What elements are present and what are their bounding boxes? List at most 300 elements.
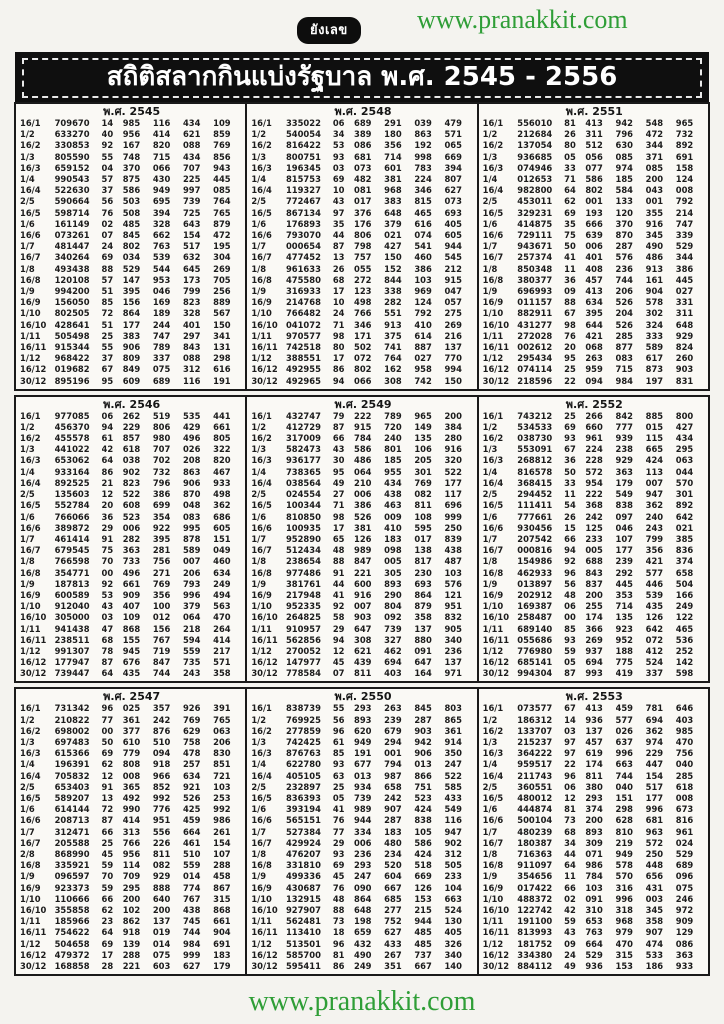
three-digit-2: 267 (384, 949, 402, 960)
three-digit-4: 689 (675, 860, 694, 871)
draw-date: 2/5 (482, 781, 498, 792)
draw-date: 1/7 (482, 241, 498, 252)
three-digit-3: 362 (645, 500, 664, 511)
three-digit-2: 075 (152, 949, 171, 960)
last-two-digits: 51 (101, 319, 114, 330)
three-digit-4: 820 (213, 455, 231, 466)
three-digit-2: 075 (152, 364, 171, 375)
result-row (20, 433, 243, 444)
three-digit-1: 177 (122, 319, 141, 330)
draw-date: 1/6 (482, 511, 498, 522)
three-digit-2: 277 (384, 905, 402, 915)
three-digit-3: 947 (645, 489, 664, 500)
draw-date: 30/12 (20, 375, 47, 386)
last-two-digits: 57 (101, 274, 114, 285)
three-digit-1: 660 (585, 421, 603, 432)
three-digit-4: 585 (444, 781, 462, 792)
result-row (483, 860, 706, 871)
three-digit-2: 796 (615, 129, 633, 140)
three-digit-2: 953 (152, 274, 171, 285)
three-digit-3: 001 (645, 196, 664, 207)
last-two-digits: 02 (564, 893, 576, 904)
three-digit-1: 233 (585, 533, 603, 544)
result-row (20, 871, 243, 882)
last-two-digits: 56 (101, 196, 114, 207)
three-digit-1: 224 (585, 444, 603, 455)
three-digit-1: 709 (122, 871, 141, 882)
last-two-digits: 76 (332, 882, 345, 893)
three-digit-4: 304 (213, 252, 231, 263)
result-row (251, 545, 474, 556)
result-row (483, 297, 706, 308)
draw-date: 16/9 (251, 589, 272, 600)
three-digit-4: 206 (213, 736, 231, 747)
draw-date: 16/12 (20, 364, 47, 375)
three-digit-3: 250 (645, 848, 664, 859)
three-digit-1: 906 (122, 342, 141, 353)
three-digit-4: 663 (444, 893, 462, 904)
three-digit-3: 088 (182, 140, 201, 151)
three-digit-2: 577 (615, 714, 633, 725)
three-digit-3: 815 (414, 196, 432, 207)
three-digit-2: 263 (384, 703, 402, 714)
result-row (251, 827, 474, 838)
first-prize: 110666 (54, 893, 90, 904)
result-row (20, 129, 243, 140)
draw-date: 16/10 (20, 905, 47, 915)
result-row (483, 782, 706, 793)
draw-date: 16/9 (251, 882, 272, 893)
draw-date: 16/11 (20, 927, 47, 938)
three-digit-2: 640 (152, 893, 171, 904)
three-digit-4: 151 (213, 533, 231, 544)
result-row (20, 771, 243, 782)
three-digit-2: 328 (152, 218, 171, 229)
last-two-digits: 11 (564, 871, 576, 882)
three-digit-2: 628 (615, 815, 633, 826)
three-digit-4: 247 (444, 759, 462, 770)
three-digit-2: 992 (152, 792, 171, 803)
year-label: พ.ศ. 2550 (334, 690, 392, 704)
draw-date: 1/10 (482, 601, 504, 612)
three-digit-3: 707 (182, 162, 201, 173)
draw-date: 16/12 (20, 949, 47, 960)
last-two-digits: 37 (101, 353, 114, 364)
three-digit-3: 287 (414, 714, 432, 725)
three-digit-2: 470 (615, 938, 633, 949)
three-digit-4: 859 (213, 129, 231, 140)
first-prize: 111411 (517, 500, 553, 511)
first-prize: 305000 (54, 612, 90, 623)
three-digit-2: 752 (384, 916, 402, 927)
three-digit-2: 578 (615, 860, 633, 871)
three-digit-2: 120 (615, 207, 633, 218)
three-digit-3: 629 (182, 725, 201, 736)
draw-date: 16/1 (482, 410, 504, 421)
three-digit-3: 799 (645, 533, 664, 544)
three-digit-4: 865 (444, 714, 462, 725)
three-digit-2: 949 (615, 848, 633, 859)
draw-date: 16/5 (482, 500, 504, 511)
three-digit-3: 082 (414, 489, 432, 500)
first-prize: 633270 (54, 129, 90, 140)
three-digit-4: 605 (444, 230, 462, 241)
first-prize: 444874 (517, 804, 553, 815)
three-digit-4: 104 (444, 882, 462, 893)
result-row (251, 208, 474, 219)
three-digit-2: 570 (615, 871, 633, 882)
three-digit-2: 662 (152, 230, 171, 241)
first-prize: 277859 (285, 725, 321, 736)
three-digit-2: 386 (152, 489, 171, 500)
last-two-digits: 05 (564, 151, 576, 162)
last-two-digits: 97 (332, 207, 345, 218)
three-digit-3: 742 (414, 375, 432, 386)
result-row (483, 635, 706, 646)
three-digit-1: 334 (354, 826, 372, 837)
three-digit-4: 470 (675, 736, 694, 747)
three-digit-2: 775 (615, 657, 633, 668)
three-digit-1: 200 (585, 815, 603, 826)
three-digit-3: 446 (645, 578, 664, 589)
result-row (20, 489, 243, 500)
result-row (251, 748, 474, 759)
three-digit-3: 017 (414, 533, 432, 544)
three-digit-2: 189 (152, 308, 171, 319)
result-row (483, 545, 706, 556)
last-two-digits: 78 (101, 645, 114, 656)
last-two-digits: 37 (101, 185, 114, 196)
three-digit-1: 529 (585, 949, 603, 960)
result-row (20, 297, 243, 308)
three-digit-3: 085 (645, 162, 664, 173)
last-two-digits: 26 (564, 129, 576, 140)
three-digit-2: 162 (384, 364, 402, 375)
three-digit-1: 847 (354, 556, 372, 567)
first-prize: 479372 (54, 949, 90, 960)
three-digit-2: 414 (152, 129, 171, 140)
three-digit-2: 287 (384, 815, 402, 826)
three-digit-1: 959 (585, 364, 603, 375)
last-two-digits: 80 (332, 342, 345, 353)
last-two-digits: 55 (101, 151, 114, 162)
three-digit-1: 421 (585, 330, 603, 341)
three-digit-3: 913 (645, 263, 664, 274)
three-digit-3: 963 (645, 826, 664, 837)
result-row (20, 927, 243, 938)
three-digit-4: 605 (213, 522, 231, 533)
three-digit-3: 634 (182, 770, 201, 781)
three-digit-2: 381 (384, 174, 402, 185)
result-row (20, 815, 243, 826)
first-prize: 456370 (54, 421, 90, 432)
first-prize: 214768 (285, 297, 321, 308)
three-digit-4: 903 (675, 364, 694, 375)
three-digit-4: 358 (213, 668, 231, 679)
three-digit-1: 620 (354, 725, 372, 736)
draw-date: 16/9 (482, 882, 504, 893)
draw-date: 16/8 (251, 274, 272, 285)
result-row (483, 624, 706, 635)
three-digit-1: 262 (122, 410, 141, 421)
result-row (483, 342, 706, 353)
last-two-digits: 85 (332, 748, 345, 759)
first-prize: 492965 (285, 375, 321, 386)
last-two-digits: 73 (332, 916, 345, 927)
three-digit-3: 434 (182, 118, 201, 128)
three-digit-3: 358 (414, 612, 432, 623)
three-digit-4: 301 (675, 489, 694, 500)
three-digit-4: 999 (444, 511, 462, 522)
first-prize: 527384 (285, 826, 321, 837)
three-digit-2: 918 (152, 759, 171, 770)
three-digit-2: 240 (384, 433, 402, 444)
three-digit-2: 308 (384, 375, 402, 386)
three-digit-2: 177 (615, 545, 633, 556)
last-two-digits: 25 (101, 330, 114, 341)
result-row (20, 849, 243, 860)
three-digit-3: 904 (645, 286, 664, 297)
three-digit-2: 137 (152, 916, 171, 927)
three-digit-3: 769 (182, 714, 201, 725)
three-digit-4: 691 (675, 151, 694, 162)
three-digit-3: 906 (414, 748, 432, 759)
draw-date: 1/6 (482, 218, 498, 229)
three-digit-1: 808 (122, 759, 141, 770)
three-digit-2: 327 (384, 634, 402, 645)
last-two-digits: 05 (332, 792, 345, 803)
draw-date: 16/8 (251, 860, 272, 871)
draw-date: 1/2 (482, 421, 498, 432)
last-two-digits: 67 (564, 308, 576, 319)
first-prize: 968422 (54, 353, 90, 364)
three-digit-3: 205 (414, 455, 432, 466)
year-block (245, 689, 476, 974)
result-row (251, 668, 474, 679)
last-two-digits: 92 (332, 601, 345, 612)
three-digit-3: 669 (414, 871, 432, 882)
three-digit-3: 200 (645, 174, 664, 185)
result-row (251, 331, 474, 342)
draw-date: 16/6 (20, 230, 41, 241)
three-digit-2: 356 (384, 140, 402, 151)
last-two-digits: 73 (564, 815, 576, 826)
first-prize: 480012 (517, 792, 553, 803)
three-digit-3: 903 (414, 725, 432, 736)
result-row (20, 703, 243, 714)
three-digit-3: 230 (414, 567, 432, 578)
three-digit-3: 026 (182, 444, 201, 455)
draw-date: 16/12 (251, 657, 278, 668)
year-block (477, 104, 708, 389)
draw-date: 16/1 (20, 118, 41, 128)
three-digit-2: 763 (152, 241, 171, 252)
three-digit-4: 902 (444, 837, 462, 848)
result-row (483, 556, 706, 567)
three-digit-3: 616 (414, 218, 432, 229)
three-digit-3: 577 (645, 567, 664, 578)
three-digit-1: 361 (122, 714, 141, 725)
first-prize: 412729 (285, 421, 321, 432)
result-row (483, 444, 706, 455)
three-digit-1: 956 (122, 129, 141, 140)
three-digit-3: 533 (645, 949, 664, 960)
three-digit-1: 862 (122, 916, 141, 927)
draw-date: 1/11 (251, 623, 272, 634)
three-digit-2: 844 (384, 274, 402, 285)
last-two-digits: 97 (564, 736, 576, 747)
first-prize: 959517 (517, 759, 553, 770)
three-digit-4: 103 (444, 567, 462, 578)
first-prize: 210822 (54, 714, 90, 725)
result-row (251, 556, 474, 567)
three-digit-3: 926 (182, 703, 201, 714)
first-prize: 927907 (285, 905, 321, 915)
three-digit-2: 430 (152, 174, 171, 185)
three-digit-1: 272 (354, 274, 372, 285)
three-digit-4: 529 (675, 241, 694, 252)
three-digit-3: 863 (414, 129, 432, 140)
draw-date: 2/5 (251, 489, 267, 500)
three-digit-2: 810 (615, 826, 633, 837)
draw-date: 16/1 (20, 410, 41, 421)
draw-date: 1/6 (251, 511, 267, 522)
three-digit-2: 968 (384, 185, 402, 196)
first-prize: 000816 (517, 545, 553, 556)
last-two-digits: 96 (564, 770, 576, 781)
three-digit-2: 519 (152, 410, 171, 421)
three-digit-2: 315 (615, 949, 633, 960)
three-digit-3: 792 (414, 308, 432, 319)
three-digit-3: 739 (182, 196, 201, 207)
last-two-digits: 91 (101, 533, 114, 544)
three-digit-1: 902 (122, 466, 141, 477)
three-digit-1: 072 (354, 353, 372, 364)
first-prize: 232897 (285, 781, 321, 792)
draw-date: 1/4 (482, 466, 498, 477)
draw-date: 30/12 (20, 668, 47, 679)
three-digit-1: 457 (585, 736, 603, 747)
first-prize: 772467 (285, 196, 321, 207)
three-digit-3: 229 (645, 748, 664, 759)
draw-date: 16/5 (482, 207, 504, 218)
draw-date: 1/9 (482, 578, 498, 589)
last-two-digits: 36 (101, 511, 114, 522)
last-two-digits: 69 (332, 860, 345, 871)
last-two-digits: 72 (101, 308, 114, 319)
draw-date: 16/11 (251, 927, 278, 938)
last-two-digits: 48 (564, 589, 576, 600)
three-digit-2: 689 (152, 375, 171, 386)
draw-date: 1/10 (251, 893, 272, 904)
three-digit-4: 063 (213, 725, 231, 736)
three-digit-3: 197 (645, 375, 664, 386)
first-prize: 778584 (285, 668, 321, 679)
last-two-digits: 29 (332, 623, 345, 634)
three-digit-1: 802 (122, 241, 141, 252)
first-prize: 161149 (54, 218, 90, 229)
three-digit-4: 403 (675, 714, 694, 725)
result-row (483, 827, 706, 838)
result-row (20, 782, 243, 793)
draw-date: 16/11 (251, 634, 278, 645)
three-digit-3: 510 (182, 848, 201, 859)
three-digit-2: 820 (152, 140, 171, 151)
last-two-digits: 17 (101, 949, 114, 960)
three-digit-4: 044 (675, 466, 694, 477)
result-row (20, 286, 243, 297)
last-two-digits: 69 (564, 421, 576, 432)
three-digit-1: 008 (122, 770, 141, 781)
year-block (245, 397, 476, 682)
last-two-digits: 66 (564, 533, 576, 544)
three-digit-3: 243 (645, 522, 664, 533)
three-digit-2: 098 (384, 545, 402, 556)
three-digit-1: 694 (585, 657, 603, 668)
last-two-digits: 17 (332, 286, 345, 297)
draw-date: 16/10 (251, 612, 278, 623)
result-row (20, 230, 243, 241)
three-digit-4: 385 (675, 533, 694, 544)
three-digit-3: 192 (414, 140, 432, 151)
three-digit-3: 885 (645, 410, 664, 421)
first-prize: 933164 (54, 466, 90, 477)
three-digit-1: 893 (354, 714, 372, 725)
three-digit-3: 345 (645, 230, 664, 241)
result-row (483, 590, 706, 601)
draw-date: 16/7 (20, 252, 41, 263)
result-row (251, 252, 474, 263)
three-digit-2: 271 (152, 567, 171, 578)
first-prize: 354771 (54, 567, 90, 578)
three-digit-2: 987 (384, 770, 402, 781)
three-digit-4: 116 (444, 815, 462, 826)
three-digit-3: 337 (645, 668, 664, 679)
first-prize: 205588 (54, 837, 90, 848)
draw-date: 1/9 (20, 286, 35, 297)
three-digit-3: 344 (645, 140, 664, 151)
result-row (251, 478, 474, 489)
three-digit-2: 244 (152, 319, 171, 330)
first-prize: 876763 (285, 748, 321, 759)
first-prize: 742425 (285, 736, 321, 747)
first-prize: 476207 (285, 848, 321, 859)
three-digit-4: 177 (444, 477, 462, 488)
three-digit-2: 893 (384, 578, 402, 589)
draw-date: 16/4 (482, 477, 504, 488)
three-digit-4: 191 (213, 375, 231, 386)
last-two-digits: 69 (332, 174, 345, 185)
three-digit-2: 767 (152, 634, 171, 645)
three-digit-3: 371 (645, 151, 664, 162)
three-digit-2: 714 (615, 601, 633, 612)
three-digit-1: 763 (585, 927, 603, 938)
three-digit-2: 929 (615, 455, 633, 466)
three-digit-4: 057 (444, 297, 462, 308)
first-prize: 776980 (517, 645, 553, 656)
three-digit-2: 180 (384, 129, 402, 140)
draw-date: 16/5 (482, 792, 504, 803)
three-digit-4: 522 (444, 770, 462, 781)
result-row (20, 556, 243, 567)
three-digit-2: 438 (384, 489, 402, 500)
first-prize: 360551 (517, 781, 553, 792)
draw-date: 16/2 (20, 433, 41, 444)
first-prize: 882911 (517, 308, 553, 319)
three-digit-3: 386 (414, 263, 432, 274)
result-row (20, 939, 243, 950)
result-row (251, 726, 474, 737)
